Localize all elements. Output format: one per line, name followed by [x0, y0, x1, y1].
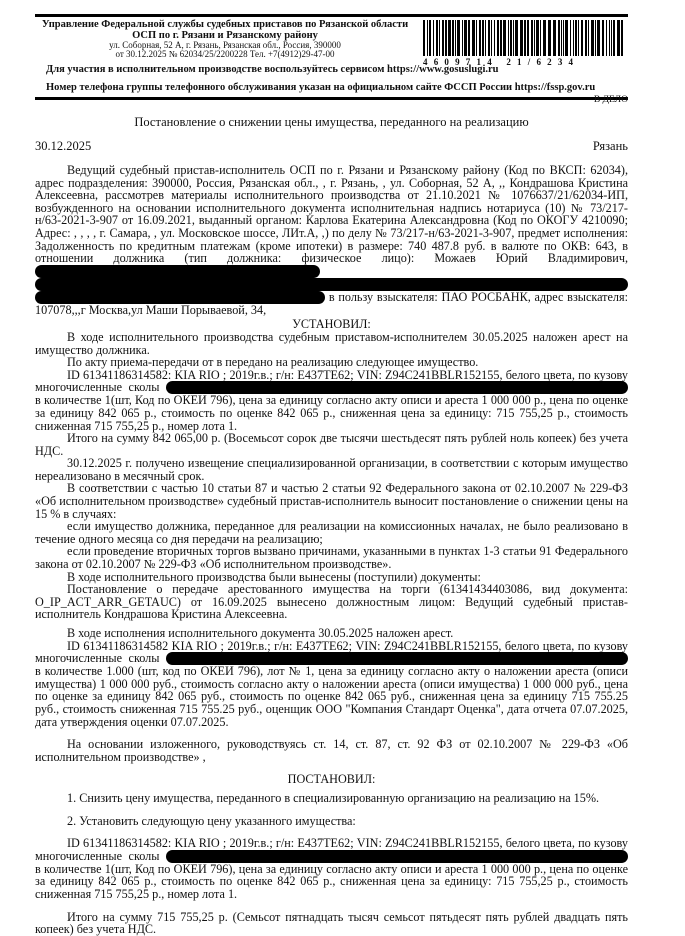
- item-details: в количестве 1(шт, Код по ОКЕИ 796), цена за единицу согласно акту описи и ареста 1 000 000 р., цена по оценке за единицу 842 065 р., стоимость по оценке 842 065 р., сниженная цена за единицу: 715 755,25 р., стоимость сниженная 715 755,25 р., номер лота 1.: [35, 393, 628, 433]
- barcode-bar: [464, 20, 467, 56]
- paragraph: если имущество должника, переданное для реализации на комиссионных началах, не было реализовано в течение одного месяца со дня передачи на реализацию;: [35, 519, 628, 546]
- barcode-bar: [578, 20, 579, 56]
- barcode-bar: [565, 20, 568, 56]
- barcode-bar: [553, 20, 556, 56]
- organization-block: [35, 19, 415, 59]
- document-header: [35, 14, 628, 100]
- barcode-bar: [585, 20, 587, 56]
- property-item: [35, 837, 628, 900]
- item-details: в количестве 1.000 (шт, код по ОКЕИ 796), лот № 1, цена за единицу согласно акту о наложении ареста (описи имущества) 1 000 000 руб., стоимость согласно акту о наложении ареста (описи имущества) 1 000 000 руб., цена по оценке за единицу 842 065 руб., стоимость по оценке 842 065 руб., сниженная цена за единицу 715 755.25 руб., стоимость сниженная 715 755.25 руб., оценщик ООО "Компания Стандарт Оценка", дата отчета 07.07.2025, дата утверждения оценки 07.07.2025.: [35, 664, 628, 729]
- item-details: в количестве 1(шт, Код по ОКЕИ 796), цена за единицу согласно акту описи и ареста 1 000 000 р., цена по оценке за единицу 842 065 р., стоимость по оценке 842 065 р., сниженная цена за единицу: 715 755,25 р., стоимость сниженная 715 755,25 р., номер лота 1.: [35, 861, 628, 901]
- item-text: ID 61341186314582: KIA RIO ; 2019г.в.; г/н: Е437ТЕ62; VIN: Z94C241BBLR152155, белого цвета, по кузову многочисленные сколы: [35, 367, 628, 395]
- gosuslugi-note: Для участия в исполнительном производстве воспользуйтесь сервисом https://www.gosuslugi.ru: [46, 64, 499, 75]
- barcode-bar: [609, 20, 610, 56]
- claimant-text: в пользу взыскателя: ПАО РОСБАНК, адрес взыскателя: 107078,,,г Москва,ул Маши Порываевой, 34,: [35, 289, 628, 317]
- barcode-bar: [488, 20, 490, 56]
- barcode-bar: [597, 20, 600, 56]
- redaction: [35, 265, 320, 278]
- document-date: 30.12.2025: [35, 139, 92, 153]
- property-item: [35, 640, 628, 729]
- barcode-bar: [606, 20, 607, 56]
- barcode-bar: [455, 20, 456, 56]
- barcode-bar: [476, 20, 477, 56]
- barcode-bar: [621, 20, 623, 56]
- barcode: [423, 20, 628, 56]
- barcode-bar: [602, 20, 604, 56]
- barcode-bar: [497, 20, 499, 56]
- resolution-item: 1. Снизить цену имущества, переданного в специализированную организацию на реализацию на 15%.: [67, 790, 600, 805]
- barcode-digits: 4609714 21/6234: [423, 57, 580, 67]
- barcode-bar: [485, 20, 486, 56]
- barcode-bar: [540, 20, 541, 56]
- barcode-bar: [500, 20, 502, 56]
- barcode-bar: [515, 20, 518, 56]
- barcode-bar: [452, 20, 454, 56]
- barcode-bar: [531, 20, 533, 56]
- barcode-bar: [613, 20, 615, 56]
- paragraph: По акту приема-передачи от в передано на реализацию следующее имущество.: [67, 355, 479, 370]
- barcode-bar: [442, 20, 444, 56]
- barcode-bar: [561, 20, 562, 56]
- barcode-bar: [423, 20, 425, 56]
- established-heading: УСТАНОВИЛ:: [292, 317, 371, 332]
- paragraph: 30.12.2025 г. получено извещение специализированной организации, в соответствии с которым имущество нереализовано в месячный срок.: [35, 456, 628, 483]
- barcode-bar: [510, 20, 512, 56]
- org-name: Управление Федеральной службы судебных приставов по Рязанской области: [41, 19, 409, 30]
- basis-paragraph: На основании изложенного, руководствуясь ст. 14, ст. 87, ст. 92 ФЗ от 02.10.2007 № 229-ФЗ «Об исполнительном производстве» ,: [35, 737, 628, 764]
- filing-stamp: В ДЕЛО: [593, 95, 628, 105]
- barcode-bar: [595, 20, 596, 56]
- property-item: [35, 369, 628, 432]
- barcode-bar: [479, 20, 481, 56]
- document-city: Рязань: [592, 139, 628, 153]
- paragraph: Итого на сумму 842 065,00 р. (Восемьсот сорок две тысячи шестьдесят пять рублей ноль копеек) без учета НДС.: [35, 431, 628, 458]
- barcode-bar: [534, 20, 535, 56]
- intro-paragraph: [35, 164, 628, 316]
- barcode-bar: [503, 20, 506, 56]
- barcode-bar: [482, 20, 484, 56]
- document-reference: от 30.12.2025 № 62034/25/2200228 Тел. +7(4912)29-47-00: [115, 49, 335, 59]
- barcode-bar: [524, 20, 526, 56]
- barcode-bar: [427, 20, 428, 56]
- barcode-bar: [429, 20, 431, 56]
- barcode-bar: [508, 20, 509, 56]
- barcode-bar: [558, 20, 560, 56]
- barcode-bar: [491, 20, 492, 56]
- org-address: ул. Соборная, 52 А, г. Рязань, Рязанская обл., Россия, 390000: [109, 40, 341, 50]
- resolved-heading: ПОСТАНОВИЛ:: [287, 772, 376, 787]
- barcode-bar: [536, 20, 539, 56]
- intro-text: Ведущий судебный пристав-исполнитель ОСП по г. Рязани и Рязанскому району (Код по ВКСП: 62034), адрес подразделения: 390000, Россия, Рязанская обл., , г. Рязань, , ул. Соборная, 52 А, ,, Кондрашова Кристина Алексеевна, рассмотрев материалы исполнительного производства от 21.10.2021 № 1076637/21/62034-ИП, возбужденного на основании исполнительного документа исполнительная надпись нотариуса (10) № 73/217-н/63-2021-3-907 от 16.09.2021, выданный органом: Карлова Екатерина Александровна (Код по ОКОГУ 4210090; Адрес: , , , , г. Самара, , ул. Московское шоссе, ЛИт.А, ,) по делу № 73/217-н/63-2021-3-907, предмет исполнения: Задолженность по кредитным платежам (кроме ипотеки) в размере: 740 487.8 руб. в валюте по ОКВ: 643, в отношении должника (тип должника: физическое лицо): Можаев Юрий Владимирович,: [35, 163, 628, 266]
- barcode-bar: [611, 20, 612, 56]
- barcode-bar: [575, 20, 577, 56]
- document-body: [35, 164, 628, 936]
- phone-note: Номер телефона группы телефонного обслуживания указан на официальном сайте ФССП России https://fssp.gov.ru: [46, 82, 596, 93]
- barcode-bar: [573, 20, 574, 56]
- barcode-bar: [588, 20, 589, 56]
- barcode-bar: [448, 20, 451, 56]
- barcode-bar: [462, 20, 463, 56]
- paragraph: В ходе исполнительного производства судебным приставом-исполнителем 30.05.2025 наложен арест на имущество должника.: [35, 329, 628, 357]
- barcode-bar: [513, 20, 514, 56]
- paragraph: если проведение вторичных торгов вызвано причинами, указанными в пунктах 1-3 статьи 91 Федерального закона от 02.10.2007 № 229-ФЗ «Об исполнительном производстве».: [35, 544, 628, 572]
- item-text: ID 61341186314582 KIA RIO ; 2019г.в.; г/н: Е437ТЕ62; VIN: Z94C241BBLR152155, белого цвета, по кузову многочисленные сколы: [35, 638, 628, 666]
- paragraph: В ходе исполнительного производства были вынесены (поступили) документы:: [67, 569, 481, 584]
- barcode-bar: [520, 20, 523, 56]
- resolution-item: 2. Установить следующую цену указанного имущества:: [67, 813, 356, 828]
- barcode-bar: [581, 20, 583, 56]
- paragraph: Постановление о передаче арестованного имущества на торги (61341434403086, вид документа: O_IP_ACT_ARR_GETAUC) от 16.09.2025 вынесено должностным лицом: Ведущий судебный пристав-исполнитель Кондрашова Кристина Алексеевна.: [35, 582, 628, 622]
- barcode-bar: [591, 20, 594, 56]
- barcode-bar: [494, 20, 495, 56]
- barcode-bar: [433, 20, 434, 56]
- paragraph: В ходе исполнения исполнительного документа 30.05.2025 наложен арест.: [67, 626, 454, 640]
- barcode-bar: [445, 20, 447, 56]
- barcode-bar: [472, 20, 475, 56]
- barcode-bar: [543, 20, 546, 56]
- document-title: Постановление о снижении цены имущества, переданного на реализацию: [134, 115, 529, 129]
- barcode-bar: [617, 20, 620, 56]
- item-text: ID 61341186314582: KIA RIO ; 2019г.в.; г/н: Е437ТЕ62; VIN: Z94C241BBLR152155, белого цвета, по кузову многочисленные сколы: [35, 836, 628, 863]
- barcode-bar: [570, 20, 571, 56]
- barcode-bar: [457, 20, 460, 56]
- barcode-bar: [436, 20, 438, 56]
- paragraph: В соответствии с частью 10 статьи 87 и частью 2 статьи 92 Федерального закона от 02.10.2007 № 229-ФЗ «Об исполнительном производстве» судебный пристав-исполнитель выносит постановление о снижении цены на 15 % в случаях:: [35, 481, 628, 521]
- department-name: ОСП по г. Рязани и Рязанскому району: [132, 30, 318, 41]
- barcode-bar: [527, 20, 529, 56]
- total-paragraph: Итого на сумму 715 755,25 р. (Семьсот пятнадцать тысяч семьсот пятьдесят пять рублей двадцать пять копеек) без учета НДС.: [35, 909, 628, 936]
- barcode-bar: [548, 20, 551, 56]
- barcode-bar: [563, 20, 564, 56]
- barcode-bar: [468, 20, 470, 56]
- barcode-bar: [439, 20, 440, 56]
